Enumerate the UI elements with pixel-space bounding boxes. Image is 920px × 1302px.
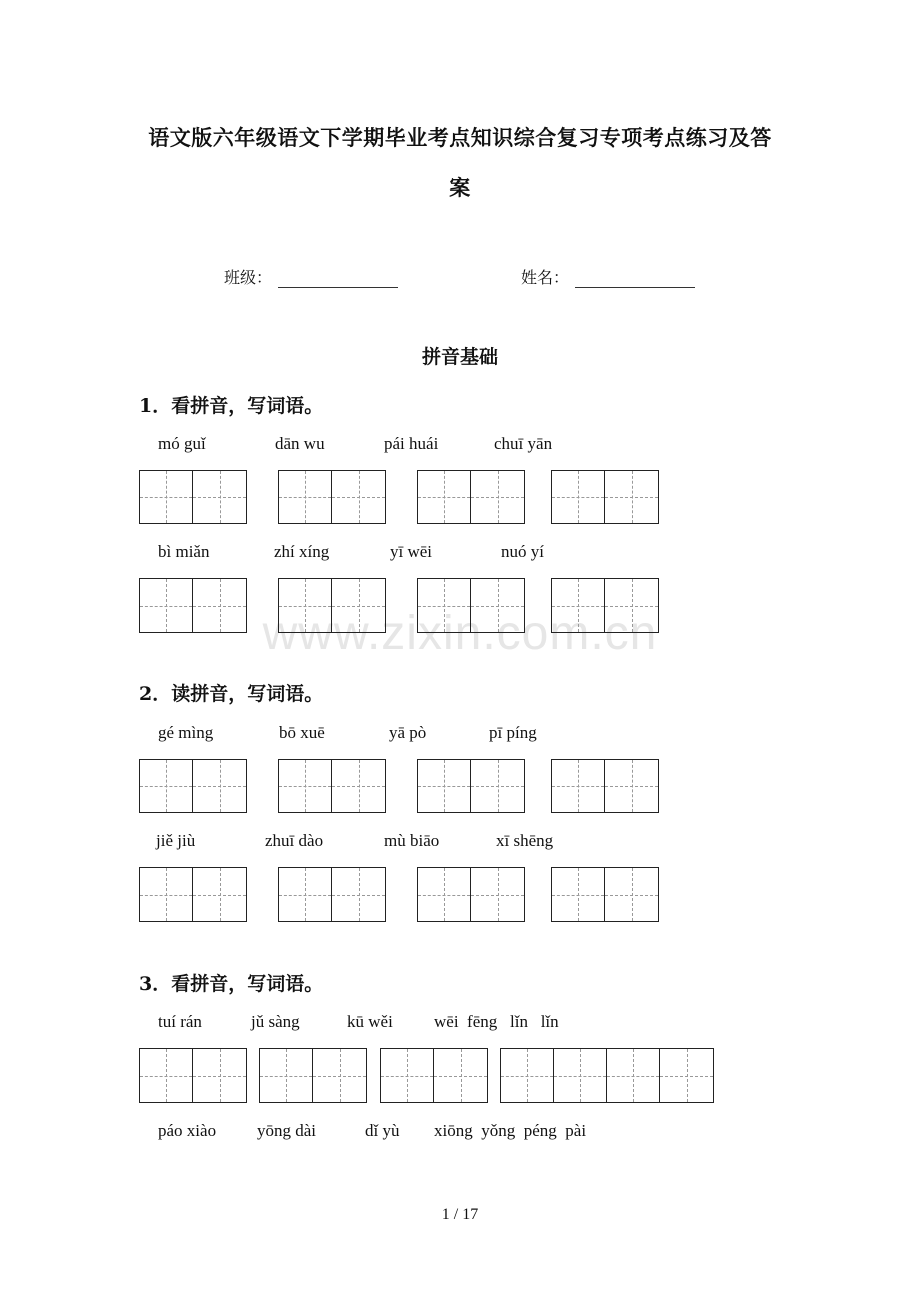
class-blank[interactable] — [278, 273, 398, 288]
document-title-line1: 语文版六年级语文下学期毕业考点知识综合复习专项考点练习及答 — [148, 125, 772, 150]
pinyin: bō xuē — [279, 723, 325, 742]
writing-box[interactable] — [139, 470, 247, 524]
writing-box[interactable] — [278, 759, 386, 813]
name-label: 姓名： — [521, 270, 570, 287]
pinyin: tuí rán — [158, 1012, 202, 1031]
name-blank[interactable] — [575, 273, 695, 288]
pinyin: gé mìng — [158, 723, 214, 742]
section-title: 拼音基础 — [421, 346, 498, 368]
pinyin: pái huái — [384, 434, 439, 453]
pinyin: wēi fēng lǐn lǐn — [434, 1012, 559, 1031]
pinyin: dǐ yù — [365, 1121, 400, 1140]
pinyin: chuī yān — [494, 434, 553, 453]
writing-box[interactable] — [139, 759, 247, 813]
pinyin: zhí xíng — [274, 542, 330, 561]
writing-box[interactable] — [551, 470, 659, 524]
writing-box[interactable] — [278, 867, 386, 922]
writing-box[interactable] — [417, 578, 525, 633]
pinyin: dān wu — [275, 434, 325, 453]
q1-heading: 1．看拼音，写词语。 — [139, 395, 324, 417]
pinyin: jiě jiù — [156, 831, 196, 850]
pinyin: yī wēi — [390, 542, 433, 561]
writing-box[interactable] — [551, 578, 659, 633]
pinyin: nuó yí — [501, 542, 544, 561]
writing-box[interactable] — [259, 1048, 367, 1103]
pinyin: xī shēng — [496, 831, 554, 850]
writing-box-four[interactable] — [500, 1048, 714, 1103]
writing-box[interactable] — [139, 1048, 247, 1103]
writing-box[interactable] — [551, 759, 659, 813]
pinyin: mù biāo — [384, 831, 440, 850]
q3-heading: 3．看拼音，写词语。 — [139, 973, 324, 995]
pinyin: jǔ sàng — [251, 1012, 300, 1031]
pinyin: bì miǎn — [158, 542, 210, 561]
writing-box[interactable] — [380, 1048, 488, 1103]
class-field — [224, 265, 398, 288]
class-label: 班级： — [224, 270, 273, 287]
pinyin: páo xiào — [158, 1121, 217, 1140]
writing-box[interactable] — [278, 470, 386, 524]
q2-heading: 2．读拼音，写词语。 — [139, 683, 324, 705]
pinyin: kū wěi — [347, 1012, 393, 1031]
document-title-line2: 案 — [449, 175, 471, 200]
writing-box[interactable] — [551, 867, 659, 922]
pinyin: zhuī dào — [265, 831, 324, 850]
pinyin: xiōng yǒng péng pài — [434, 1121, 587, 1140]
writing-box[interactable] — [139, 578, 247, 633]
page-number: 1 / 17 — [441, 1206, 479, 1223]
pinyin: yā pò — [389, 723, 427, 742]
writing-box[interactable] — [139, 867, 247, 922]
writing-box[interactable] — [417, 867, 525, 922]
pinyin: pī píng — [489, 723, 537, 742]
writing-box[interactable] — [417, 470, 525, 524]
writing-box[interactable] — [417, 759, 525, 813]
writing-box[interactable] — [278, 578, 386, 633]
pinyin: yōng dài — [257, 1121, 317, 1140]
watermark: www.zixin.com.cn — [262, 607, 658, 660]
name-field — [521, 265, 695, 288]
pinyin: mó guǐ — [158, 434, 206, 453]
